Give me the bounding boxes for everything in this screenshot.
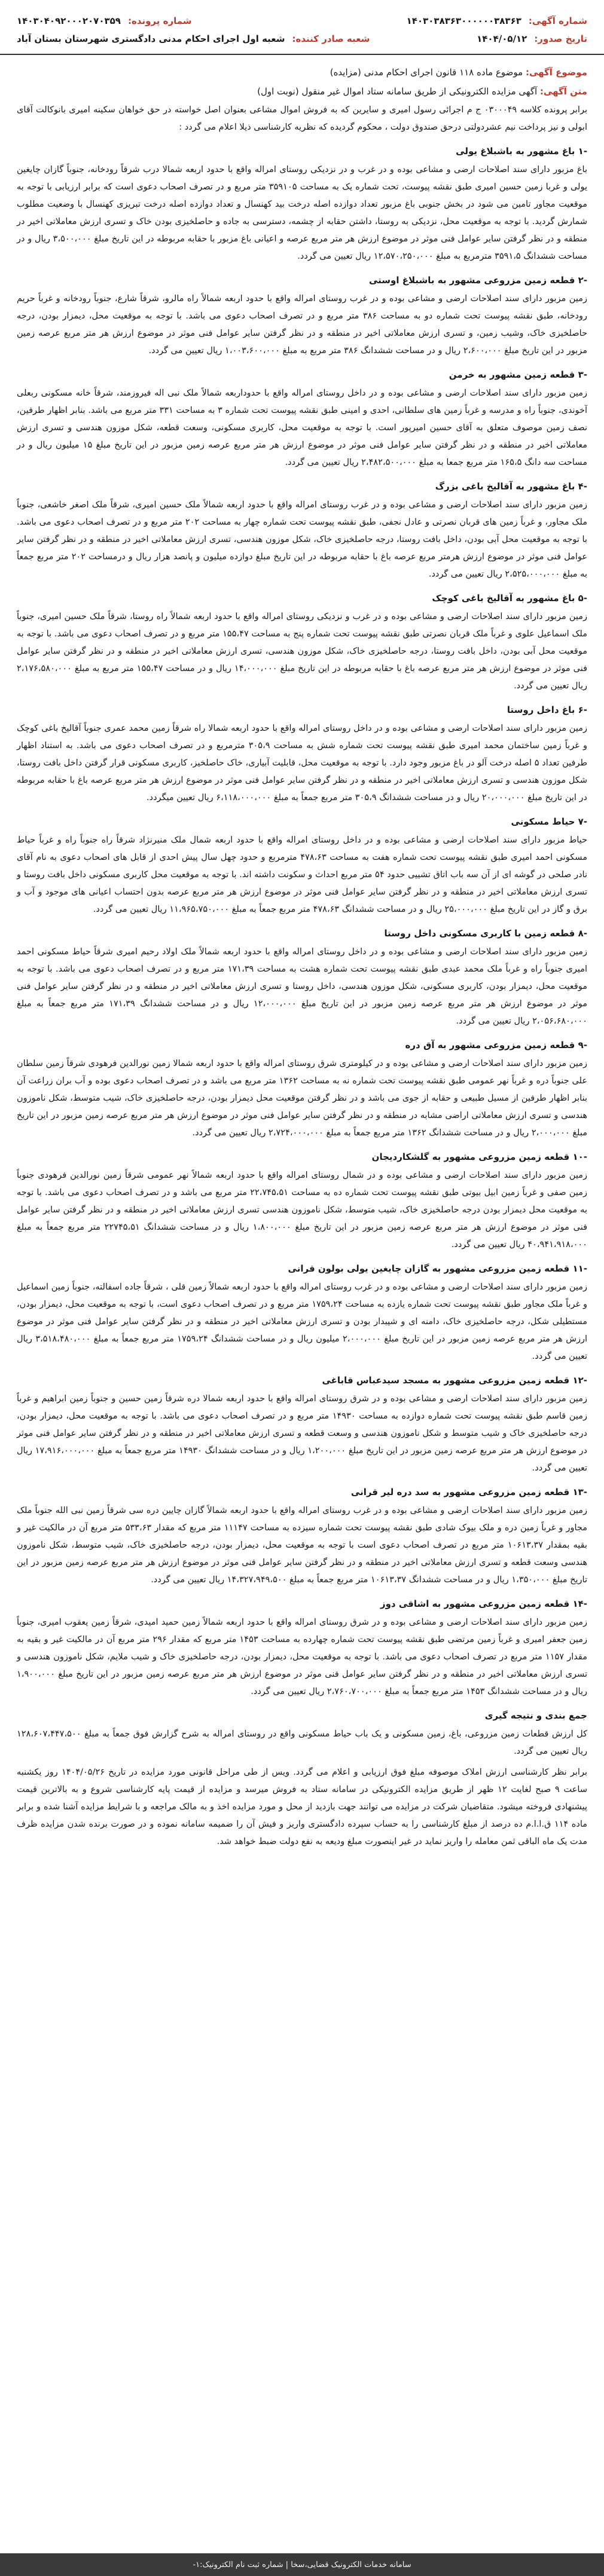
section-title-1: -۱ باغ مشهور به باشبلاغ یولی [456, 146, 587, 157]
section-title-10: -۱۰ قطعه زمین مزروعی مشهور به گلشکاردیجان [371, 1151, 587, 1162]
intro-paragraph: برابر پرونده کلاسه ۰۳۰۰۰۴۹ ج م اجرائی رسول امیری و سایرین که به فروش اموال مشاعی بعنوان اصل خواسته در حق خواهان سکینه امیری بانوکالت آقای ابولی و نیز پرداخت نیم عشردولتی درحق صندوق دولت ، محکوم گردیده که نظریه کارشناسی ذیلا اعلام می گردد : [17, 105, 587, 132]
header-row-1 [17, 12, 587, 30]
section-text-11: زمین مزبور دارای سند اصلاحات ارضی و مشاعی بوده و در غرب روستای امراله واقع با حدود اربعه شمالاً زمین قلی ، شرقاً جاده اسفالته، جنوباً زمین اسماعیل و غرباً ملک مجاور طبق نقشه پیوست تحت شماره یازده به مساحت ۱۷۵۹،۲۴ متر مربع و در تصرف اصحاب دعوی است، با توجه به موقعیت محل، دیمزار بودن، مستطیلی شکل، درجه حاصلخیزی خاک، دامنه ای و شیبدار بودن و تسری ارزش معاملاتی اخیر در منطقه و در نظر گرفتن سایر عوامل فنی موثر در موضوع ارزش هر متر مربع عرصه زمین مزبور در این تاریخ مبلغ ۲،۰۰۰،۰۰۰ میلیون ریال و در مساحت ششدانگ ۱۷۵۹،۲۴ متر مربع جمعاً به مبلغ ۳،۵۱۸،۴۸۰،۰۰۰ ریال تعیین می گردد. [17, 1282, 588, 1361]
subject-label: موضوع آگهی: [525, 67, 587, 78]
section-text-3: زمین مزبور دارای سند اصلاحات ارضی و مشاعی بوده و در داخل روستای امراله واقع با حدوداربعه شمالاً ملک نبی اله فیروزمند، شرقاً خانه مسکونی ربعلی آخوندی، جنوباً راه و مدرسه و غرباً زمین های سلطانی، احدی و امینی طبق نقشه پیوست تحت شماره ۳ به مساحت ۳۳۱ متر مربع می باشد. بنابر اظهار طرفین، نصف زمین موصوف متعلق به آقای حسین امیرپور است. با توجه به موقعیت محل، کاربری مسکونی، وسعت قطعه، شکل موزون هندسی و تسری ارزش معاملاتی اخیر در منطقه و در نظر گرفتن سایر عوامل فنی موثر در موضوع ارزش هر متر مربع عرصه زمین مزبور در این تاریخ مبلغ ۱۵ میلیون ریال و در مساحت سه دانگ ۱۶۵،۵ متر مربع جمعا به مبلغ ۲،۴۸۲،۵۰۰،۰۰۰ ریال تعیین می گردد. [17, 388, 587, 467]
section-title-4: -۴ باغ مشهور به آقالیخ باغی بزرگ [435, 481, 587, 492]
section-title-11: -۱۱ قطعه زمین مزروعی مشهور به گازان چایغین یولی بولون قرانی [288, 1263, 587, 1274]
notice-header [0, 0, 604, 55]
summary-text: کل ارزش قطعات زمین مزروعی، باغ، زمین مسکونی و یک باب حیاط مسکونی واقع در روستای امراله به شرح گزارش فوق جمعاً به مبلغ ۱۲۸،۶۰۷،۴۴۷،۵۰۰ ریال تعیین می گردد. [17, 1729, 587, 1756]
section-text-2: زمین مزبور دارای سند اصلاحات ارضی و مشاعی بوده و در غرب روستای امراله واقع با حدود اربعه شمالاً راه مالرو، شرقاً شارع، جنوباً رودخانه و غرباً حریم رودخانه، طبق نقشه پیوست تحت شماره دو به مساحت ۳۸۶ متر مربع و در تصرف اصحاب دعوی می باشد. با توجه به موقعیت محل، دیمزار بودن، درجه حاصلخیزی خاک، وشیب زمین، و تسری ارزش معاملاتی اخیر در منطقه و در نظر گرفتن سایر عوامل فنی موثر در موضوع ارزش هر متر مربع عرصه زمین مزبور در این تاریخ مبلغ ۲،۶۰۰،۰۰۰ ریال و در مساحت ششدانگ ۳۸۶ متر مربع به مبلغ ۱،۰۰۳،۶۰۰،۰۰۰ ریال تعیین می گردد. [17, 294, 587, 356]
section-title-9: -۹ قطعه زمین مزروعی مشهور به آق دره [405, 1040, 587, 1050]
section-text-9: زمین مزبور دارای سند اصلاحات ارضی و مشاعی بوده و در کیلومتری شرق روستای امراله واقع با حدود اربعه شمالا زمین نورالدین فرهودی شرقاً زمین سلطان علی جنوباً دره و غرباً نهر عمومی طبق نقشه پیوست تحت شماره نه به مساحت ۱۳۶۲ متر مربع می باشد و در تصرف اصحاب دعوی بوده و آب بران زراعت آن بنابر اظهار طرفین از مسیل طبیعی و حقابه از جوی می باشد و در نظر گرفتن موقعیت محل دیمزار بودن، درجه حاصلخیزی خاک، شیب متوسط، شکل ناموزون هندسی و تسری ارزش معاملاتی اراضی مشابه در منطقه و در نظر گرفتن سایر عوامل فنی موثر در موضوع ارزش هر متر مربع عرصه زمین مزبور در این تاریخ مبلغ ۲،۰۰۰،۰۰۰ ریال و در مساحت ششدانگ ۱۳۶۲ متر مربع جمعاً به مبلغ ۲،۷۲۴،۰۰۰،۰۰۰ ریال تعیین می گردد. [17, 1059, 588, 1138]
case-number: ۱۴۰۳۰۴۰۹۲۰۰۰۲۰۷۰۳۵۹ [17, 16, 121, 26]
subject-line [17, 63, 587, 81]
ad-number: ۱۴۰۳۰۳۸۳۶۳۰۰۰۰۰۰۳۸۳۶۳ [406, 16, 521, 26]
issue-date: ۱۴۰۴/۰۵/۱۲ [477, 33, 527, 44]
section-text-4: زمین مزبور دارای سند اصلاحات ارضی و مشاعی بوده و در غرب روستای امراله واقع با حدود اربعه شمالاً ملک حسین امیری، شرقاً ملک اصغر خاشعی، جنوباً ملک مجاور، و غرباً زمین های قربان نصرتی و عادل نجفی، طبق نقشه پیوست تحت شماره چهار به مساحت ۲۰۲ متر مربع و در تصرف اصحاب دعوی می باشد. با توجه به موقعیت محل آبی بودن، داخل بافت روستا، درجه حاصلخیزی خاک، شکل موزون هندسی، تسری ارزش معاملاتی اخیر در منطقه و در نظر گرفتن سایر عوامل فنی موثر در موضوع ارزش هرمتر مربع عرصه باغ با حقابه مربوطه در این تاریخ مبلغ دوازده میلیون و پانصد هزار ریال و درمساحت ۲۰۲ متر مربع جمعاً به مبلغ ۲،۵۲۵،۰۰۰،۰۰۰ ریال تعیین می گردد. [17, 500, 587, 579]
issue-date-label: تاریخ صدور: [534, 33, 587, 44]
subject-text: موضوع ماده ۱۱۸ قانون اجرای احکام مدنی (مزایده) [330, 67, 523, 78]
ad-text-title: آگهی مزایده الکترونیکی از طریق سامانه ستاد اموال غیر منقول (نوبت اول) [257, 86, 538, 97]
ad-text-line [17, 82, 587, 100]
case-number-label: شماره پرونده: [127, 16, 192, 26]
section-text-5: زمین مزبور دارای سند اصلاحات ارضی و مشاعی بوده و در غرب و نزدیکی روستای امراله واقع با حدود اربعه شمالاً راه روستا، شرقاً ملک حسین امیری، جنوباً ملک اسماعیل علوی و غرباً ملک قربان نصرتی طبق نقشه پیوست تحت شماره پنج به مساحت ۱۵۵،۴۷ متر مربع و در تصرف اصحاب دعوی می باشد. با توجه به موقعیت محل آبی بودن، داخل بافت روستا، درجه حاصلخیزی خاک، شکل موزون هندسی، تسری ارزش معاملاتی اخیر در منطقه و در نظر گرفتن سایر عوامل فنی موثر در موضوع ارزش هر متر مربع عرصه باغ با حقابه مربوطه در این تاریخ مبلغ ۱۴،۰۰۰،۰۰۰ ریال و در مساحت ۱۵۵،۴۷ متر مربع به مبلغ ۲،۱۷۶،۵۸۰،۰۰۰ ریال تعیین می گردد. [17, 612, 588, 691]
section-title-7: -۷ حیاط مسکونی [511, 816, 587, 827]
section-text-10: زمین مزبور دارای سند اصلاحات ارضی و مشاعی بوده و در شمال روستای امراله واقع با حدود اربعه شمالاً نهر عمومی شرقاً زمین نورالدین فرهودی جنوباً زمین صفی و غرباً زمین ابیل بیوتی طبق نقشه پیوست تحت شماره ده به مساحت ۲۲،۷۴۵،۵۱ متر مربع می باشد و در تصرف اصحاب دعوی می باشد. با توجه به موقعیت محل دیمزار بودن درجه حاصلخیزی خاک، شیب متوسط، شکل ناموزون هندسی تسری ارزش معاملاتی اخیر در منطقه و در نظر گرفتن سایر عوامل فنی موثر در موضوع ارزش هر متر مربع عرصه زمین مزبور در این تاریخ مبلغ ۱،۸۰۰،۰۰۰ ریال و در مساحت ششدانگ ۲۲۷۴۵،۵۱ متر مربع جمعاً به مبلغ ۴۰،۹۴۱،۹۱۸،۰۰۰ ریال تعیین می گردد. [17, 1171, 588, 1249]
section-title-5: -۵ باغ مشهور به آقالیخ باغی کوچک [432, 593, 587, 604]
section-title-8: -۸ قطعه زمین با کاربری مسکونی داخل روستا [384, 928, 587, 939]
ad-text-label: متن آگهی: [539, 86, 587, 97]
section-title-12: -۱۲ قطعه زمین مزروعی مشهور به مسجد سیدعباس قاباغی [322, 1375, 587, 1386]
notice-content [0, 55, 604, 1851]
section-text-14: زمین مزبور دارای سند اصلاحات ارضی و مشاعی بوده و در شرق روستای امراله واقع با حدود اربعه شمالاً زمین حمید امیدی، شرقاً زمین یعقوب امیری، جنوباً زمین جعفر امیری و غرباً زمین مرتضی طبق نقشه پیوست تحت شماره چهارده به مساحت ۱۴۵۳ متر مربع که مقدار ۲۹۶ متر مربع آن در مالکیت غیر و بقیه به مقدار ۱۱۵۷ متر مربع در تصرف اصحاب دعوی می باشد. با توجه به موقعیت محل، دیمزار بودن، درجه حاصلخیزی خاک و شیب ملایم، شکل ناموزون هندسی و تسری ارزش معاملاتی اخیر در منطقه و در نظر گرفتن سایر عوامل فنی موثر در موضوع ارزش هر متر مربع عرصه زمین مزبور در این تاریخ مبلغ ۱،۹۰۰،۰۰۰ ریال و در مساحت ششدانگ ۱۴۵۳ متر مربع جمعاً به مبلغ ۲،۷۶۰،۷۰۰،۰۰۰ ریال تعیین می گردد. [17, 1618, 587, 1696]
section-text-1: باغ مزبور دارای سند اصلاحات ارضی و مشاعی بوده و در غرب و در نزدیکی روستای امراله واقع با حدود اربعه شمالا درب شرقاً رودخانه، جنوباً گازان چایغین یولی و غربا زمین حسین امیری طبق نقشه پیوست، تحت شماره یک به مساحت ۳۵۹۱۰۵ متر مربع و در تصرف اصحاب دعوی است که برابر ارزیابی با توجه به موقعیت مجاور تامین می شود در بخش جنوبی باغ مزبور تعداد دوازده اصله درخت بید کهنسال و تعداد دوازده اصله درخت تبریزی کهنسال با وضعیت مطلوب شمارش گردید. با توجه به موقعیت محل، نزدیکی به روستا، داشتن حقابه از چشمه، دسترسی به جاده و حاصلخیزی بودن خاک و تسری ارزش معاملاتی اخیر در منطقه و در نظر گرفتن سایر عوامل فنی موثر در موضوع ارزش هر متر مربع عرصه و اعیانی باغ مزبور با حقابه مربوطه در این تاریخ مبلغ ۳،۵۰۰،۰۰۰ ریال و در مساحت ششدانگ ۳۵۹۱،۵ مترمربع به مبلغ ۱۲،۵۷۰،۲۵۰،۰۰۰ ریال تعیین می گردد. [17, 165, 588, 261]
section-text-13: زمین مزبور دارای سند اصلاحات ارضی و مشاعی بوده و در غرب روستای امراله واقع با حدود اربعه شمالاً گازان چایین دره سی شرقاً زمین نبی الله جنوباً ملک مجاور و غرباً زمین دره و ملک بیوک شادی طبق نقشه پیوست تحت شماره سیزده به مساحت ۱۱۱۴۷ متر مربع که مقدار ۵۳۳،۶۳ متر مربع آن در مالکیت غیر و بقیه بمقدار ۱۰۶۱۳،۳۷ متر مربع در تصرف اصحاب دعوی است با توجه به موقعیت محل، دیمزار بودن، درجه حاصلخیزی خاک، شیب متوسط، شکل ناموزون هندسی وسعت قطعه و تسری ارزش معاملاتی اخیر در منطقه و در نظر گرفتن سایر عوامل فنی موثر در موضوع ارزش هر متر مربع عرصه زمین مزبور در این تاریخ مبلغ ۱،۳۵۰،۰۰۰ ریال و در مساحت ششدانگ ۱۰۶۱۳،۳۷ متر مربع جمعاً به مبلغ ۱۴،۳۲۷،۹۴۹،۵۰۰ ریال تعیین می گردد. [17, 1506, 587, 1585]
page-footer [0, 2553, 604, 2576]
issuer: شعبه اول اجرای احکام مدنی دادگستری شهرستان بستان آباد [17, 33, 285, 44]
section-title-2: -۲ قطعه زمین مزروعی مشهور به باشبلاغ اوستی [369, 275, 587, 286]
section-title-13: -۱۳ قطعه زمین مزروعی مشهور به سد دره لیر قرانی [350, 1487, 587, 1497]
section-text-6: زمین مزبور دارای سند اصلاحات ارضی و مشاعی بوده و در داخل روستای امراله واقع با حدود اربعه شمالا راه شرقاً زمین محمد عمری جنوباً آقالیخ باغی کوچک و غرباً زمین ساختمان محمد امیری طبق نقشه پیوست تحت شماره شش به مساحت ۳۰۵،۹ مترمربع و در تصرف اصحاب دعوی می باشد. به استناد اظهار طرفین تعداد ۵ اصله درخت آلو در باغ مزبور وجود دارد. با توجه به موقعیت محل، قابلیت آبیاری، خاک حاصلخیز، کاربری مسکونی قرار گرفتن داخل بافت روستا، شکل موزون هندسی و تسری ارزش معاملاتی اخیر در منطقه و در نظر گرفتن سایر عوامل فنی موثر در موضوع ارزش هر متر مربع عرصه باغ با حقابه مربوطه در این تاریخ مبلغ ۲۰،۰۰۰،۰۰۰ ریال و در مساحت ششدانگ ۳۰۵،۹ متر مربع جمعاً به مبلغ ۶،۱۱۸،۰۰۰،۰۰۰ ریال تعیین میگردد. [17, 724, 588, 802]
summary-title: جمع بندی و نتیجه گیری [484, 1710, 587, 1721]
header-row-2 [17, 30, 587, 48]
section-text-8: زمین مزبور دارای سند اصلاحات ارضی و مشاعی بوده و در داخل روستای امراله واقع با حدود اربعه شمالاً ملک اولاد رحیم امیری شرقاً حیاط مسکونی احمد امیری جنوباً راه و غرباً ملک محمد عبدی طبق نقشه پیوست تحت شماره هشت به مساحت ۱۷۱،۳۹ متر مربع و در تصرف اصحاب دعوی می باشد. با توجه به موقعیت محل، دیمزار بودن، کاربری مسکونی، شکل موزون هندسی، داخل روستا و تسری ارزش معاملاتی اخیر در منطقه و در نظر گرفتن سایر عوامل فنی موثر در موضوع ارزش هر متر مربع عرصه زمین مزبور در این تاریخ مبلغ ۱۲،۰۰۰،۰۰۰ ریال و در مساحت ششدانگ ۱۷۱،۳۹ متر مربع جمعاً به مبلغ ۲،۰۵۶،۶۸۰،۰۰۰ ریال تعیین می گردد. [17, 947, 588, 1026]
issuer-label: شعبه صادر کننده: [292, 33, 370, 44]
section-title-14: -۱۴ قطعه زمین مزروعی مشهور به اشاقی دوز [380, 1598, 587, 1609]
footer-text: سامانه خدمات الکترونیک قضایی،سخا | شماره ثبت نام الکترونیک:۱- [193, 2560, 411, 2569]
section-text-12: زمین مزبور دارای سند اصلاحات ارضی و مشاعی بوده و در شرق روستای امراله واقع با حدود اربعه شمالا دره شرقاً زمین حسین و جنوباً زمین ابراهیم و غرباً زمین قاسم طبق نقشه پیوست تحت شماره دوازده به مساحت ۱۴۹۳۰ متر مربع و در تصرف اصحاب دعوی می باشد. با توجه به موقعیت محل، دیمزار بودن، درجه حاصلخیزی خاک و شیب متوسط و شکل ناموزون هندسی و وسعت قطعه و تسری ارزش معاملاتی اخیر در منطقه و در نظر گرفتن سایر عوامل فنی موثر در موضوع ارزش هر متر مربع عرصه زمین مزبور در این تاریخ مبلغ ۱،۲۰۰،۰۰۰ ریال و در مساحت ششدانگ ۱۴۹۳۰ متر مربع جمعاً به مبلغ ۱۷،۹۱۶،۰۰۰،۰۰۰ ریال تعیین می گردد. [17, 1394, 587, 1473]
section-title-3: -۳ قطعه زمین مشهور به خرمن [449, 369, 587, 380]
section-title-6: -۶ باغ داخل روستا [507, 705, 587, 715]
section-text-7: حیاط مزبور دارای سند اصلاحات ارضی و مشاعی بوده و در داخل روستای امراله واقع با حدود اربعه شمال ملک منیرنژاد شرقاً راه جنوباً راه و غرباً حیاط مسکونی احمد امیری طبق نقشه پیوست تحت شماره هفت به مساحت ۴۷۸،۶۳ مترمربع و حدود چهل سال پیش احدی از قابل های اصحاب دعوی به نام آقای نادر صلحی در گوشه ای از آن سه باب اتاق تشییی حدود ۵۴ متر مربع احداث و سکونت داشته اند. با توجه به موقعیت محل کاربری مسکونی داخل بافت روستا و تسری ارزش معاملاتی اخیر در منطقه و در نظر گرفتن سایر عوامل فنی موثر در موضوع ارزش هر متر مربع عرصه بدون احتساب اعیانی های موجود و آب و برق و گاز در این تاریخ مبلغ ۲۵،۰۰۰،۰۰۰ ریال و در مساحت ششدانگ ۴۷۸،۶۳ متر مربع جمعاً به مبلغ ۱۱،۹۶۵،۷۵۰،۰۰۰ ریال تعیین می گردد. [17, 835, 587, 914]
ad-number-label: شماره آگهی: [528, 16, 587, 26]
closing-paragraph: برابر نظر کارشناسی ارزش املاک موصوفه مبلغ فوق ارزیابی و اعلام می گردد. ویس از طی مراحل قانونی مورد مزایده در تاریخ ۱۴۰۴/۰۵/۲۶ روز یکشنبه ساعت ۹ صبح لغایت ۱۲ ظهر از طریق مزایده الکترونیکی در سامانه ستاد به فروش میرسد و مزایده از قیمت پایه کارشناسی شروع و به بالاترین قیمت پیشنهادی فروخته میشود. متقاضیان شرکت در مزایده می توانند جهت بازدید از محل و مورد مزایده اخذ و به مالک مراجعه و با شرایط مزایده آشنا شده و برابر ماده ۱۱۴ ق.ا.ا.م ده درصد از مبلغ کارشناسی را به حساب سپرده دادگستری واریز و فیش آن را ضمیمه سامانه نموده و در صورت برنده شدن مزایده ظرف مدت یک ماه الباقی ثمن معامله را واریز نماید در غیر اینصورت مبلغ ودیعه به نفع دولت ضبط خواهد شد. [17, 1768, 587, 1846]
